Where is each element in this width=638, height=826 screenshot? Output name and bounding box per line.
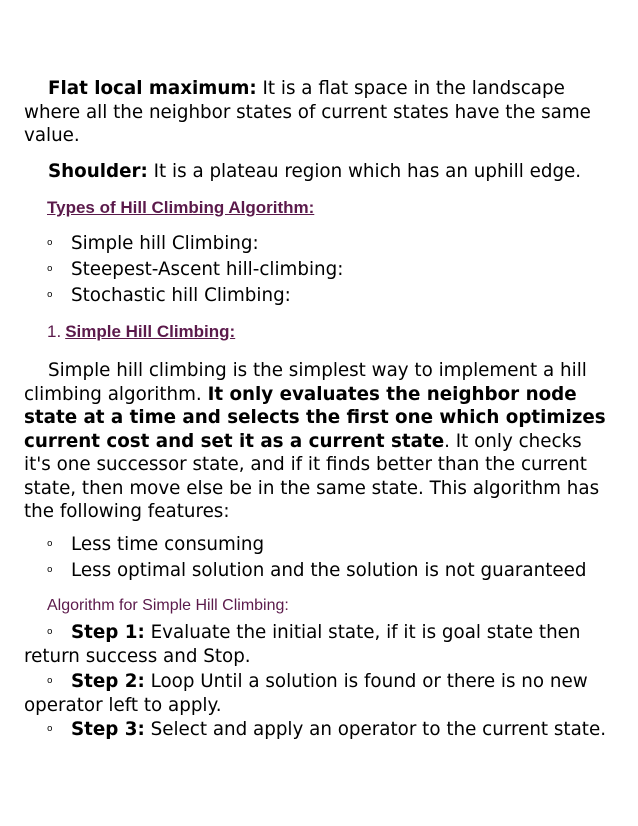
shoulder-paragraph — [24, 160, 614, 184]
algorithm-heading: Algorithm for Simple Hill Climbing: — [47, 597, 289, 614]
feature-2: Less optimal solution and the solution is not guaranteed — [71, 560, 587, 581]
bullet-icon: o — [47, 539, 53, 550]
flat-local-maximum-paragraph — [24, 77, 614, 148]
list-item — [47, 533, 264, 557]
bullet-icon: o — [47, 676, 53, 687]
section-number: 1. — [47, 322, 62, 341]
step-text: Evaluate the initial state, if it is goal state then return success and Stop. — [24, 622, 581, 667]
bullet-icon: o — [47, 724, 53, 735]
bullet-icon: o — [47, 238, 53, 249]
simple-hill-climbing-heading — [47, 322, 235, 342]
step-label: Step 2: — [71, 671, 145, 692]
type-stochastic: Stochastic hill Climbing: — [71, 285, 291, 306]
list-item — [47, 284, 291, 308]
step-1 — [24, 621, 614, 668]
step-2 — [24, 670, 614, 717]
shoulder-text: It is a plateau region which has an uphill edge. — [147, 161, 582, 182]
simple-intro: Simple hill climbing is the simplest way to implement a hill climbing algorithm. — [24, 360, 587, 405]
step-text: Select and apply an operator to the current state. — [144, 719, 607, 740]
flat-text: It is a flat space in the landscape where all the neighbor states of current states have the same value. — [24, 78, 591, 146]
shoulder-term: Shoulder: — [48, 161, 148, 182]
simple-description-paragraph — [24, 359, 614, 524]
bullet-icon: o — [47, 565, 53, 576]
bullet-icon: o — [47, 264, 53, 275]
list-item — [47, 232, 259, 256]
simple-rest: . It only checks it's one successor state, and if it finds better than the current state, then move else be in the same state. This algorithm has the following features: — [24, 430, 600, 522]
step-label: Step 1: — [71, 622, 145, 643]
section-title: Simple Hill Climbing: — [65, 322, 236, 341]
simple-bold: It only evaluates the neighbor node state at a time and selects the first one which optimizes current cost and set it as a current state — [24, 383, 606, 452]
bullet-icon: o — [47, 290, 53, 301]
flat-term: Flat local maximum: — [48, 78, 257, 99]
type-steepest: Steepest-Ascent hill-climbing: — [71, 259, 344, 280]
step-label: Step 3: — [71, 719, 145, 740]
type-simple: Simple hill Climbing: — [71, 233, 259, 254]
bullet-icon: o — [47, 627, 53, 638]
list-item — [47, 559, 586, 583]
step-3 — [24, 718, 614, 742]
feature-1: Less time consuming — [71, 534, 265, 555]
step-text: Loop Until a solution is found or there is no new operator left to apply. — [24, 671, 588, 716]
list-item — [47, 258, 343, 282]
types-heading: Types of Hill Climbing Algorithm: — [47, 198, 315, 217]
